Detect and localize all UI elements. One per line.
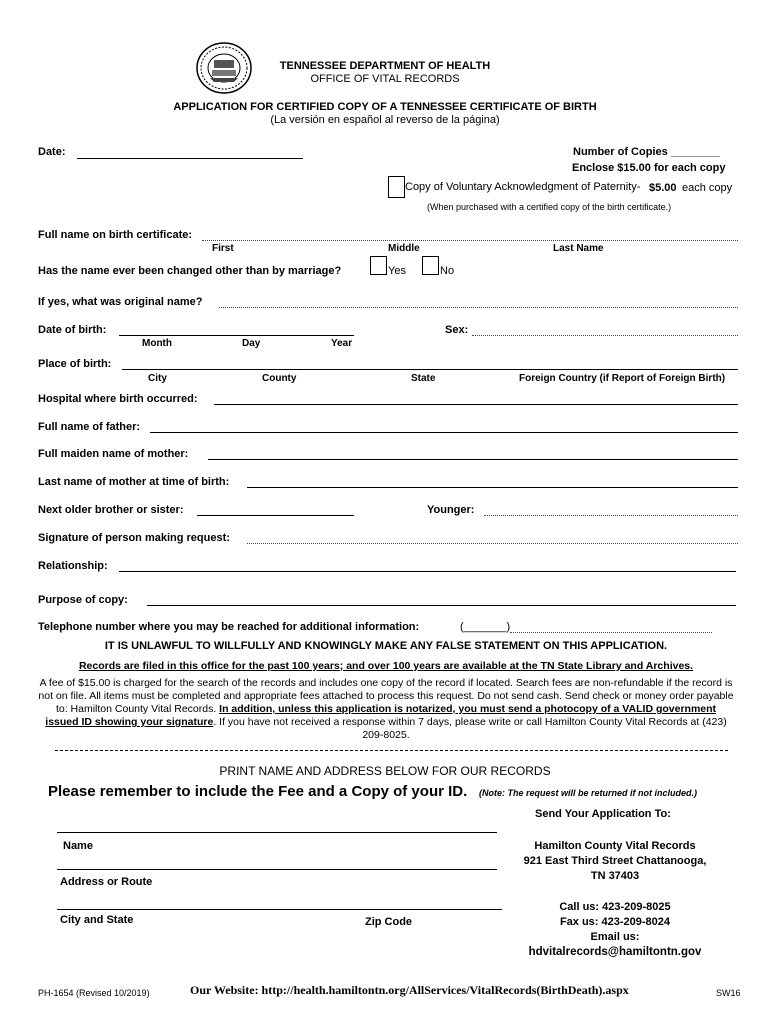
fee-text-4: . If you have not received a response within 7 days, please write or call Hamilton County Vital Records at (423) 209-8025.: [213, 716, 727, 741]
sex-field[interactable]: [472, 335, 738, 336]
first-name-caption: First: [212, 243, 234, 254]
hospital-field[interactable]: [214, 404, 738, 405]
older-sibling-field[interactable]: [197, 515, 354, 516]
office-name: OFFICE OF VITAL RECORDS: [310, 73, 460, 85]
email-link[interactable]: hdvitalrecords@hamiltontn.gov: [528, 946, 702, 958]
name-changed-yes-checkbox[interactable]: [370, 256, 387, 275]
month-caption: Month: [142, 338, 172, 349]
agency-state-zip: TN 37403: [590, 870, 640, 882]
year-caption: Year: [331, 338, 353, 349]
foreign-caption: Foreign Country (if Report of Foreign Birth): [519, 373, 726, 384]
print-name-heading: PRINT NAME AND ADDRESS BELOW FOR OUR RECORDS: [219, 764, 551, 778]
name-label: Name: [63, 840, 93, 852]
form-id: PH-1654 (Revised 10/2019): [38, 988, 150, 998]
no-label: No: [440, 265, 455, 277]
call-number: Call us: 423-209-8025: [559, 901, 671, 913]
state-caption: State: [411, 373, 436, 384]
dob-field[interactable]: [119, 335, 354, 336]
last-name-caption: Last Name: [553, 243, 604, 254]
middle-name-caption: Middle: [388, 243, 420, 254]
paternity-copy-label: Copy of Voluntary Acknowledgment of Paternity-: [405, 181, 641, 193]
fax-number: Fax us: 423-209-8024: [559, 916, 671, 928]
name-changed-no-checkbox[interactable]: [422, 256, 439, 275]
older-sibling-label: Next older brother or sister:: [38, 504, 184, 516]
hospital-label: Hospital where birth occurred:: [38, 393, 198, 405]
agency-street: 921 East Third Street Chattanooga,: [523, 855, 707, 867]
mother-field[interactable]: [208, 459, 738, 460]
address-label: Address or Route: [60, 876, 153, 888]
dob-label: Date of birth:: [38, 324, 107, 336]
email-label: Email us:: [590, 931, 640, 943]
city-state-field[interactable]: [57, 909, 502, 910]
younger-sibling-label: Younger:: [427, 504, 475, 516]
telephone-field[interactable]: [510, 632, 712, 633]
send-to-heading: Send Your Application To:: [535, 808, 671, 820]
mother-last-label: Last name of mother at time of birth:: [38, 476, 230, 488]
department-name: TENNESSEE DEPARTMENT OF HEALTH: [279, 60, 491, 72]
yes-label: Yes: [388, 265, 406, 277]
sex-label: Sex:: [445, 324, 469, 336]
mother-last-field[interactable]: [247, 487, 738, 488]
full-name-label: Full name on birth certificate:: [38, 229, 193, 241]
unlawful-notice: IT IS UNLAWFUL TO WILLFULLY AND KNOWINGLY MAKE ANY FALSE STATEMENT ON THIS APPLICATION.: [104, 640, 668, 652]
telephone-label: Telephone number where you may be reached for additional information:: [38, 621, 420, 633]
form-title: APPLICATION FOR CERTIFIED COPY OF A TENNESSEE CERTIFICATE OF BIRTH: [173, 101, 597, 113]
relationship-label: Relationship:: [38, 560, 108, 572]
father-field[interactable]: [150, 432, 738, 433]
original-name-label: If yes, what was original name?: [38, 296, 203, 308]
telephone-area-code: (_______): [460, 621, 511, 633]
date-label: Date:: [38, 146, 66, 158]
father-label: Full name of father:: [38, 421, 141, 433]
city-caption: City: [148, 373, 167, 384]
city-state-label: City and State: [60, 914, 134, 926]
signature-field[interactable]: [247, 543, 738, 544]
relationship-field[interactable]: [119, 571, 736, 572]
agency-name: Hamilton County Vital Records: [534, 840, 696, 852]
fee-text-3: must send a photocopy of a VALID government issued ID showing your signature: [45, 703, 717, 728]
name-field[interactable]: [57, 832, 497, 833]
date-field[interactable]: [77, 158, 303, 159]
cut-line: [55, 750, 728, 751]
website-link[interactable]: Our Website: http://health.hamiltontn.org/AllServices/VitalRecords(BirthDeath).aspx: [190, 983, 629, 997]
full-name-field[interactable]: [202, 240, 738, 241]
paternity-price: $5.00: [649, 182, 677, 194]
records-notice: Records are filed in this office for the past 100 years; and over 100 years are available at the TN State Library and Archives.: [78, 660, 694, 672]
fee-text-1: A fee of $15.00 is charged for the search of the records and includes one copy of the record if located. Search fees are non-refundable if the record is not on file. All items must be completed and appropriate fees attached to process this request. Do not send cash. Send check or money order payable to: Hamilton County Vital Records.: [38, 677, 734, 715]
fee-paragraph: [38, 677, 734, 742]
paternity-copy-checkbox[interactable]: [388, 176, 405, 198]
fee-text-2: In addition, unless this application is notarized, you: [219, 703, 478, 715]
original-name-field[interactable]: [219, 307, 738, 308]
reminder-note: (Note: The request will be returned if not included.): [479, 788, 698, 798]
name-changed-label: Has the name ever been changed other than by marriage?: [38, 265, 342, 277]
paternity-note: (When purchased with a certified copy of the birth certificate.): [427, 202, 672, 212]
enclose-fee-label: Enclose $15.00 for each copy: [572, 162, 726, 174]
spanish-note: (La versión en español al reverso de la página): [270, 114, 500, 126]
day-caption: Day: [242, 338, 261, 349]
signature-label: Signature of person making request:: [38, 532, 230, 544]
county-caption: County: [262, 373, 297, 384]
zip-code-label: Zip Code: [365, 916, 413, 928]
address-field[interactable]: [57, 869, 497, 870]
purpose-field[interactable]: [147, 605, 736, 606]
mother-label: Full maiden name of mother:: [38, 448, 189, 460]
younger-sibling-field[interactable]: [484, 515, 738, 516]
pob-label: Place of birth:: [38, 358, 112, 370]
reminder-text: Please remember to include the Fee and a Copy of your ID.: [48, 783, 468, 800]
sw-code: SW16: [716, 988, 741, 998]
number-of-copies-label: Number of Copies ________: [573, 146, 720, 158]
paternity-suffix: each copy: [682, 182, 733, 194]
purpose-label: Purpose of copy:: [38, 594, 128, 606]
pob-field[interactable]: [122, 369, 738, 370]
